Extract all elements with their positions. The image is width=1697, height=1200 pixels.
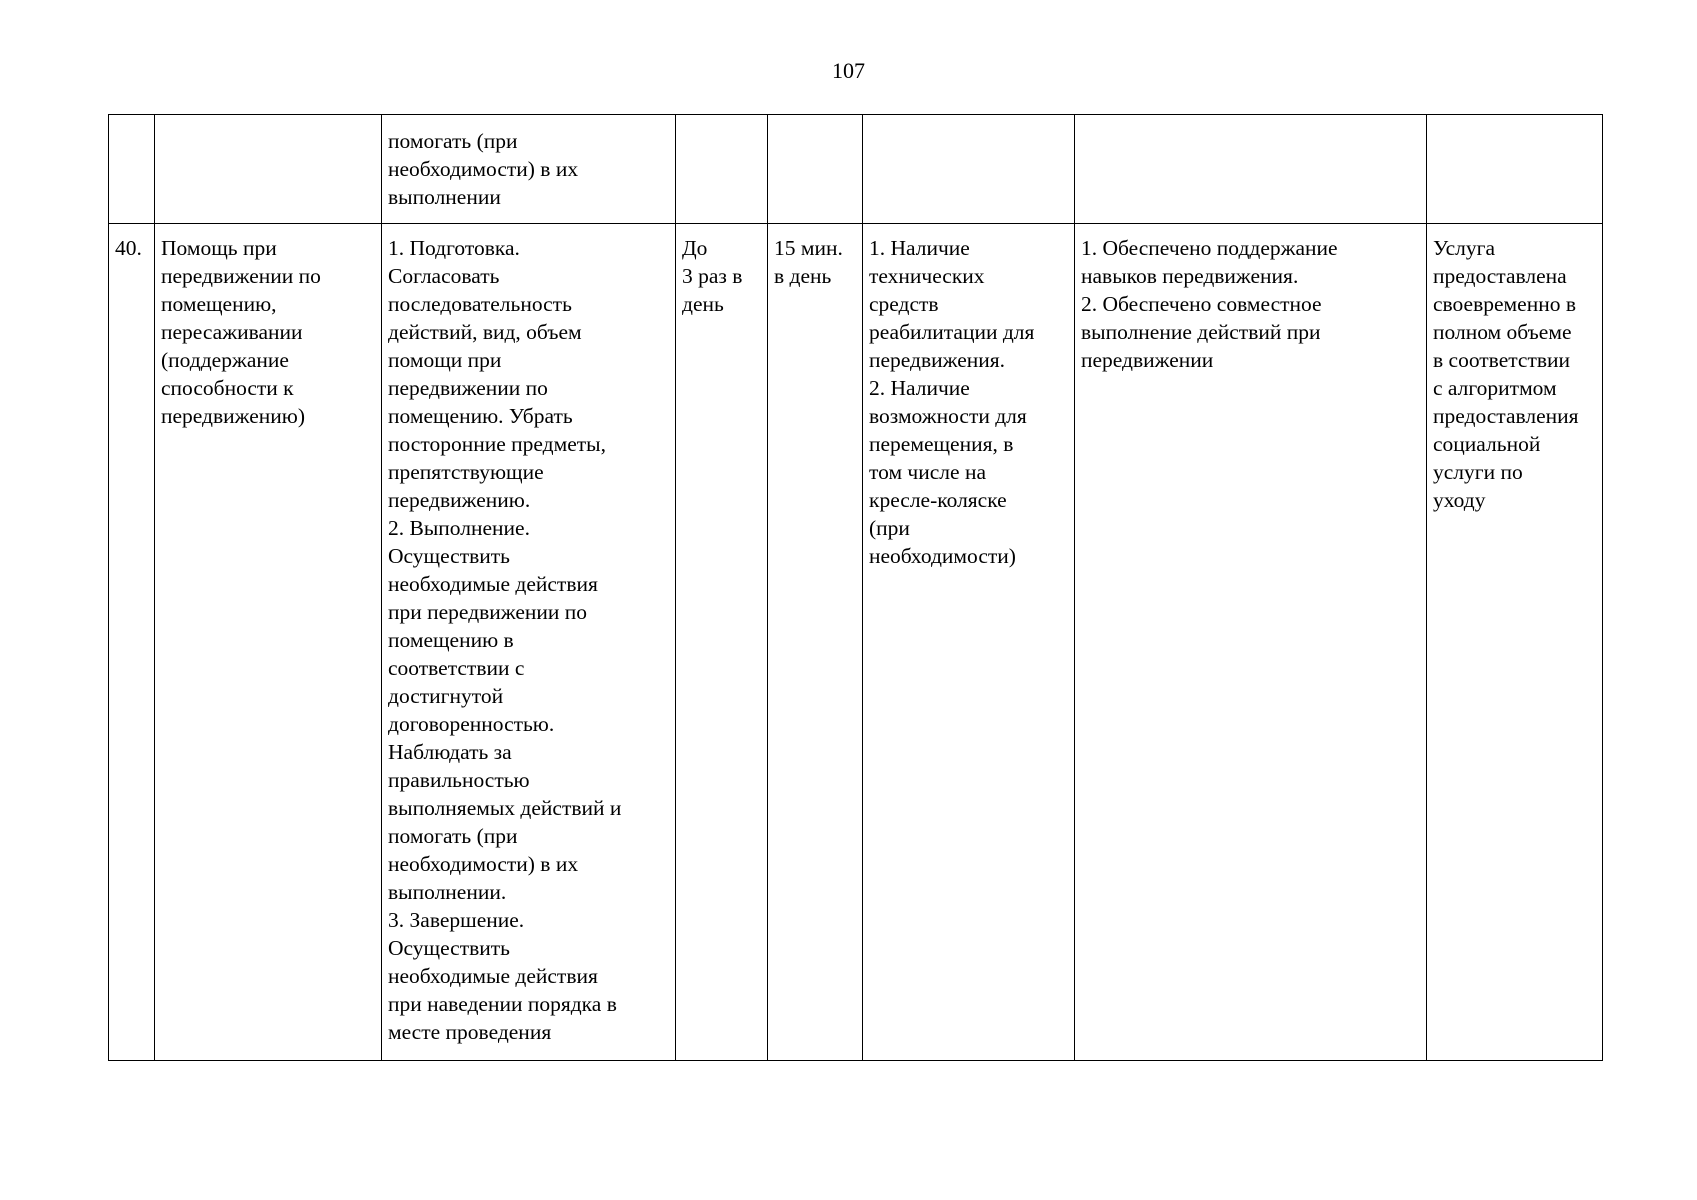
services-table — [108, 114, 1603, 1061]
cell-duration — [768, 115, 863, 224]
cell-description: помогать (при необходимости) в их выполнении — [382, 115, 676, 224]
page-number: 107 — [832, 58, 865, 83]
cell-duration: 15 мин. в день — [768, 224, 863, 1061]
cell-service-name — [155, 115, 382, 224]
table-row — [109, 115, 1603, 224]
cell-result: 1. Обеспечено поддержание навыков передвижения. 2. Обеспечено совместное выполнение действий при передвижении — [1075, 224, 1427, 1061]
cell-number: 40. — [109, 224, 155, 1061]
cell-conditions: 1. Наличие технических средств реабилитации для передвижения. 2. Наличие возможности для перемещения, в том числе на кресле-коляске (при необходимости) — [863, 224, 1075, 1061]
table-row — [109, 224, 1603, 1061]
cell-frequency — [676, 115, 768, 224]
cell-evaluation: Услуга предоставлена своевременно в полном объеме в соответствии с алгоритмом предоставления социальной услуги по уходу — [1427, 224, 1603, 1061]
cell-frequency: До 3 раз в день — [676, 224, 768, 1061]
cell-service-name: Помощь при передвижении по помещению, пересаживании (поддержание способности к передвижению) — [155, 224, 382, 1061]
cell-result — [1075, 115, 1427, 224]
cell-number — [109, 115, 155, 224]
cell-evaluation — [1427, 115, 1603, 224]
cell-description: 1. Подготовка. Согласовать последовательность действий, вид, объем помощи при передвижении по помещению. Убрать посторонние предметы, препятствующие передвижению. 2. Выполнение. Осуществить необходимые действия при передвижении по помещению в соответствии с достигнутой договоренностью. Наблюдать за правильностью выполняемых действий и помогать (при необходимости) в их выполнении. 3. Завершение. Осуществить необходимые действия при наведении порядка в месте проведения — [382, 224, 676, 1061]
cell-conditions — [863, 115, 1075, 224]
